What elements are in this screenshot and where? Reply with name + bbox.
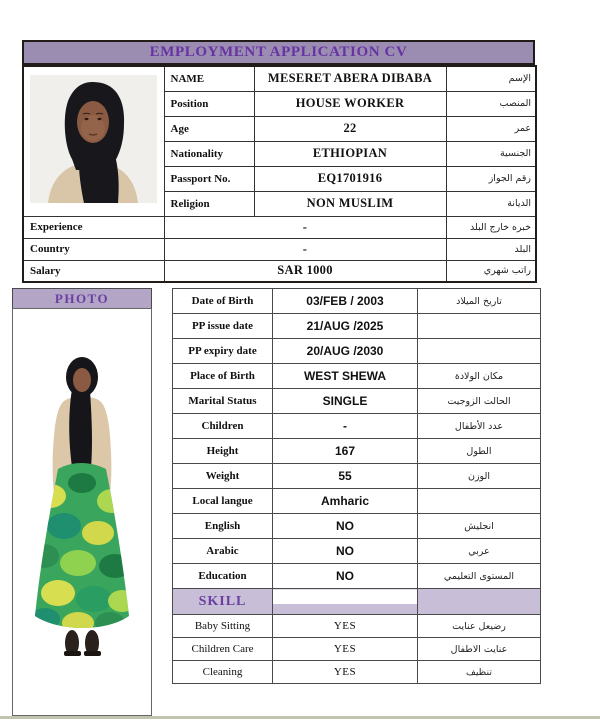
field-arabic-label: رقم الجواز [446,166,536,191]
table-row [23,66,536,91]
field-label: Date of Birth [173,289,273,314]
skill-arabic-label: عنايت الاطفال [418,638,541,661]
photo-section-header [12,288,152,309]
page-bottom-rule [0,716,600,719]
field-arabic-label [418,489,541,514]
field-label: Experience [23,216,164,238]
table-row [173,439,541,464]
skill-arabic-label: تنظيف [418,661,541,684]
document-header-bar [22,40,535,65]
field-arabic-label: مكان الولادة [418,364,541,389]
field-arabic-label: الوزن [418,464,541,489]
field-arabic-label: الطول [418,439,541,464]
field-label: PP issue date [173,314,273,339]
field-value: NON MUSLIM [254,191,446,216]
field-label: Weight [173,464,273,489]
field-arabic-label: البلد [446,238,536,260]
skill-label: Baby Sitting [173,615,273,638]
field-label: PP expiry date [173,339,273,364]
field-value: ETHIOPIAN [254,141,446,166]
table-row [173,638,541,661]
table-row [173,414,541,439]
page-title: EMPLOYMENT APPLICATION CV [149,44,408,60]
skill-arabic-label: رضيعل عنايت [418,615,541,638]
field-value: 55 [273,464,418,489]
field-arabic-label: عربي [418,539,541,564]
field-arabic-label [418,314,541,339]
skill-header-spacer [273,589,418,615]
personal-info-table [22,65,537,283]
field-arabic-label: المستوى التعليمي [418,564,541,589]
field-arabic-label: عمر [446,116,536,141]
table-row [173,514,541,539]
field-arabic-label: انجليش [418,514,541,539]
field-value: 20/AUG /2030 [273,339,418,364]
table-row [173,289,541,314]
field-value: 03/FEB / 2003 [273,289,418,314]
field-arabic-label: راتب شهري [446,260,536,282]
field-label: English [173,514,273,539]
field-label: Marital Status [173,389,273,414]
field-label: Passport No. [164,166,254,191]
field-value: 21/AUG /2025 [273,314,418,339]
field-value: Amharic [273,489,418,514]
headshot-photo-image [30,75,157,203]
field-arabic-label: تاريخ الميلاد [418,289,541,314]
field-label: Age [164,116,254,141]
field-value: SINGLE [273,389,418,414]
field-label: Education [173,564,273,589]
field-arabic-label: عدد الأطفال [418,414,541,439]
field-label: Nationality [164,141,254,166]
table-row [173,489,541,514]
field-value: - [164,238,446,260]
skill-section-title: SKILL [173,589,273,615]
field-arabic-label: المنصب [446,91,536,116]
field-arabic-label: الإسم [446,66,536,91]
field-label: Height [173,439,273,464]
field-value: NO [273,539,418,564]
field-label: Religion [164,191,254,216]
field-label: Local langue [173,489,273,514]
field-label: Arabic [173,539,273,564]
field-value: WEST SHEWA [273,364,418,389]
field-label: Salary [23,260,164,282]
field-label: Place of Birth [173,364,273,389]
field-value: EQ1701916 [254,166,446,191]
table-row [173,615,541,638]
field-label: Children [173,414,273,439]
skill-value: YES [273,615,418,638]
table-row [173,314,541,339]
field-value: HOUSE WORKER [254,91,446,116]
field-arabic-label: خبره خارج البلد [446,216,536,238]
skill-value: YES [273,661,418,684]
table-row [173,389,541,414]
skill-section-header-row [173,589,541,615]
table-row [173,364,541,389]
field-label: NAME [164,66,254,91]
table-row [23,216,536,238]
field-arabic-label: الديانة [446,191,536,216]
field-value: SAR 1000 [164,260,446,282]
field-value: NO [273,564,418,589]
details-table [172,288,541,684]
field-label: Country [23,238,164,260]
field-arabic-label: الجنسية [446,141,536,166]
table-row [173,464,541,489]
field-value: NO [273,514,418,539]
field-value: MESERET ABERA DIBABA [254,66,446,91]
field-value: 167 [273,439,418,464]
headshot-photo [23,66,164,216]
table-row [173,661,541,684]
table-row [173,339,541,364]
photo-section-title: PHOTO [54,290,110,306]
table-row [173,564,541,589]
full-body-photo [12,308,152,716]
table-row [173,539,541,564]
table-row [23,238,536,260]
skill-value: YES [273,638,418,661]
skill-label: Cleaning [173,661,273,684]
skill-header-spacer-arabic [418,589,541,615]
full-body-photo-image [20,351,144,661]
skill-label: Children Care [173,638,273,661]
field-value: - [273,414,418,439]
table-row [23,260,536,282]
field-arabic-label: الحالت الزوجيت [418,389,541,414]
field-label: Position [164,91,254,116]
field-value: - [164,216,446,238]
field-arabic-label [418,339,541,364]
field-value: 22 [254,116,446,141]
